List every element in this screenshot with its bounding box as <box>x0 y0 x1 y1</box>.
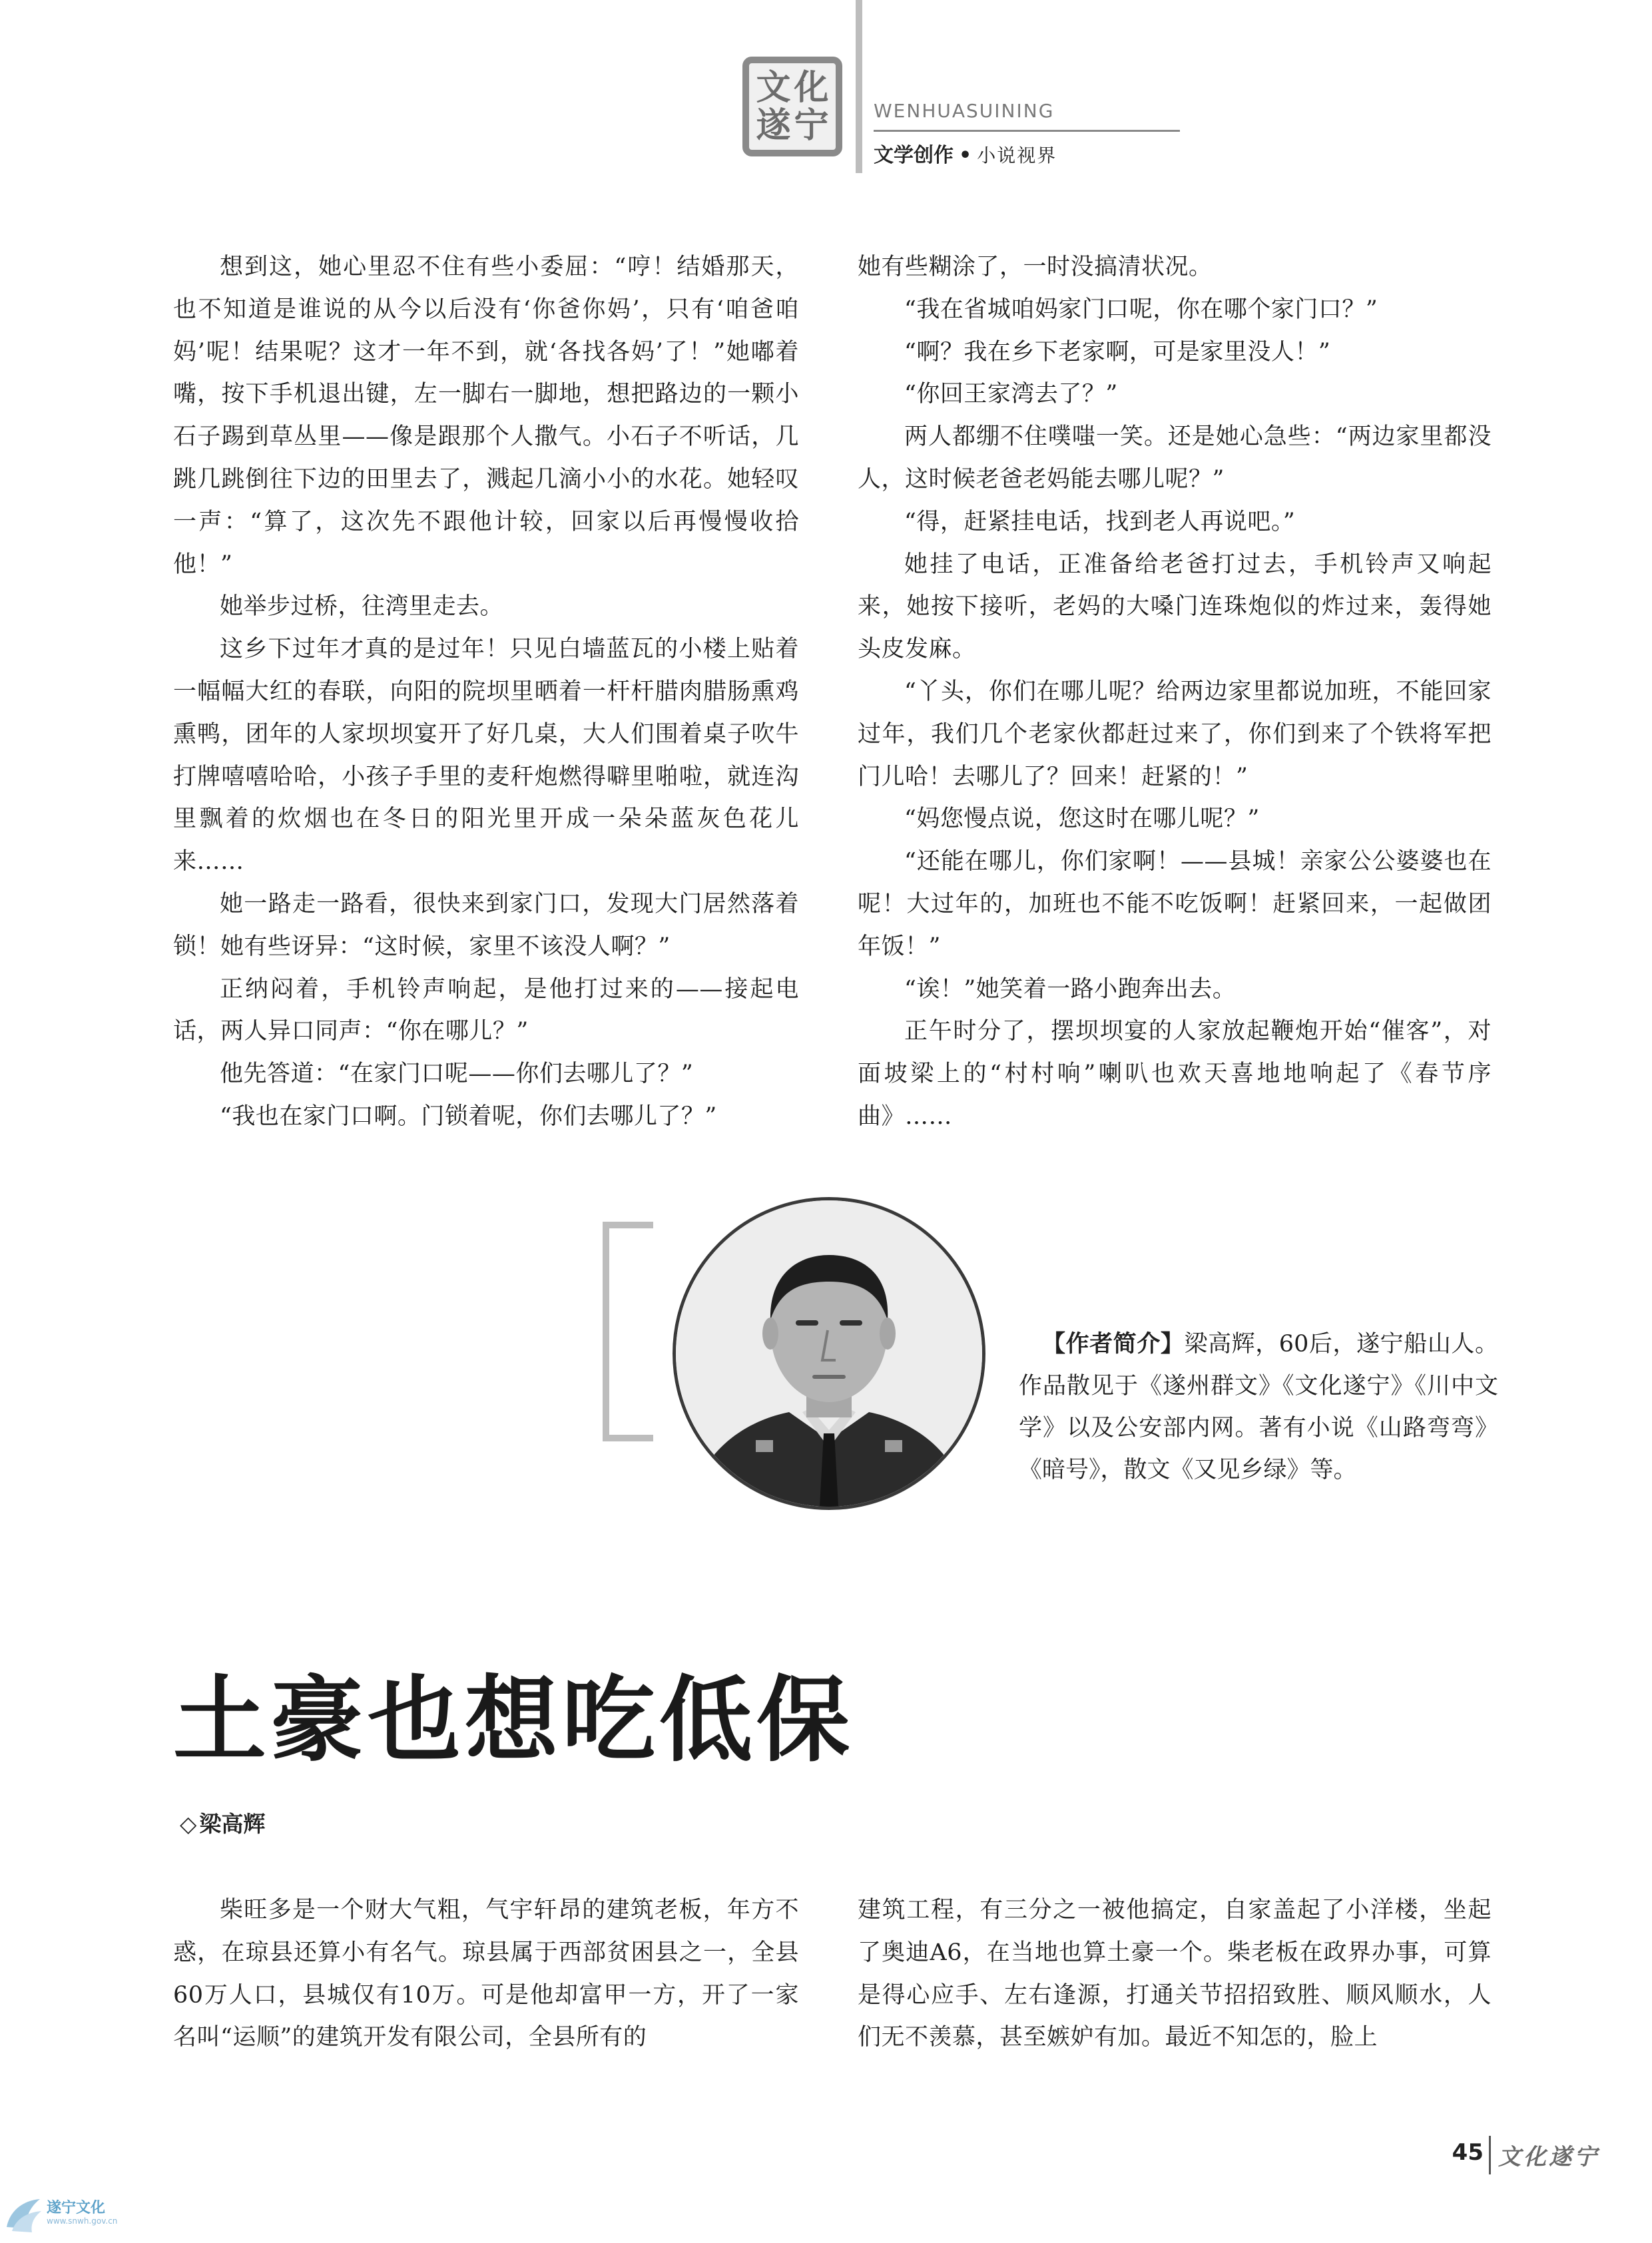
author-portrait-icon <box>676 1200 982 1507</box>
paragraph: 想到这，她心里忍不住有些小委屈：“哼！结婚那天，也不知道是谁说的从今以后没有‘你爸你妈’，只有‘咱爸咱妈’呢！结果呢？这才一年不到，就‘各找各妈’了！”她嘟着嘴，按下手机退出键，左一脚右一脚地，想把路边的一颗小石子踢到草丛里——像是跟那个人撒气。小石子不听话，几跳几跳倒往下边的田里去了，溅起几滴小小的水花。她轻叹一声：“算了，这次先不跟他计较，回家以后再慢慢收拾他！” <box>173 254 799 578</box>
author-bio <box>1019 1324 1498 1537</box>
paragraph: 她举步过桥，往湾里走去。 <box>220 593 504 621</box>
paragraph: 正纳闷着，手机铃声响起，是他打过来的——接起电话，两人异口同声：“你在哪儿？” <box>173 975 799 1045</box>
magazine-logo <box>742 57 842 156</box>
logo-char: 遂 <box>756 105 791 146</box>
paragraph: “我在省城咱妈家门口呢，你在哪个家门口？” <box>904 296 1378 323</box>
watermark-text: 遂宁文化 <box>47 2200 106 2216</box>
story2-left-column <box>173 1889 799 2109</box>
paragraph: 正午时分了，摆坝坝宴的人家放起鞭炮开始“催客”，对面坡梁上的“村村响”喇叭也欢天喜地地响起了《春节序曲》…… <box>858 1018 1492 1130</box>
paragraph: 她一路走一路看，很快来到家门口，发现大门居然落着锁！她有些讶异：“这时候，家里不该没人啊？” <box>173 890 799 960</box>
story1-right-column <box>858 246 1492 1152</box>
watermark-url: www.snwh.gov.cn <box>47 2216 118 2226</box>
footer-divider <box>1489 2136 1491 2174</box>
logo-char: 文 <box>756 67 791 108</box>
logo-char: 化 <box>794 67 829 108</box>
logo-char: 宁 <box>794 105 829 146</box>
paragraph: “还能在哪儿，你们家啊！——县城！亲家公公婆婆也在呢！大过年的，加班也不能不吃饭啊！赶紧回来，一起做团年饭！” <box>858 848 1492 960</box>
paragraph: 他先答道：“在家门口呢——你们去哪儿了？” <box>220 1061 694 1088</box>
section-name: 文学创作 <box>874 144 954 167</box>
watermark <box>0 2187 153 2240</box>
story2-right-column <box>858 1889 1492 2109</box>
paragraph: “妈您慢点说，您这时在哪儿呢？” <box>904 806 1260 833</box>
paragraph: “得，赶紧挂电话，找到老人再说吧。” <box>904 508 1296 535</box>
bio-label: 【作者简介】 <box>1042 1331 1185 1358</box>
paragraph: 两人都绷不住噗嗤一笑。还是她心急些：“两边家里都没人，这时候老爸老妈能去哪儿呢？” <box>858 423 1492 493</box>
footer-magazine-name: 文化遂宁 <box>1498 2144 1599 2170</box>
paragraph: “诶！”她笑着一路小跑奔出去。 <box>904 975 1237 1003</box>
story-title: 土豪也想吃低保 <box>173 1666 854 1775</box>
paragraph: “我也在家门口啊。门锁着呢，你们去哪儿了？” <box>220 1103 717 1130</box>
header-vertical-rule <box>856 0 862 173</box>
section-label <box>874 138 1340 172</box>
paragraph-continued: 建筑工程，有三分之一被他搞定，自家盖起了小洋楼，坐起了奥迪A6，在当地也算土豪一个。柴老板在政界办事，可算是得心应手、左右逢源，打通关节招招致胜、顺风顺水，人们无不羡慕，甚至嫉妒有加。最近不知怎的，脸上 <box>858 1897 1492 2051</box>
paragraph: 她挂了电话，正准备给老爸打过去，手机铃声又响起来，她按下接听，老妈的大嗓门连珠炮似的炸过来，轰得她头皮发麻。 <box>858 551 1492 663</box>
story1-left-column <box>173 246 799 1152</box>
decorative-bracket <box>603 1222 653 1441</box>
paragraph-continued: 她有些糊涂了，一时没搞清状况。 <box>858 254 1213 280</box>
section-separator: • <box>959 144 972 167</box>
story-author: 梁高辉 <box>199 1811 266 1837</box>
paragraph: 柴旺多是一个财大气粗，气宇轩昂的建筑老板，年方不惑，在琼县还算小有名气。琼县属于西部贫困县之一，全县60万人口，县城仅有10万。可是他却富甲一方，开了一家名叫“运顺”的建筑开发有限公司，全县所有的 <box>173 1897 799 2051</box>
header-underline <box>874 130 1180 132</box>
author-photo <box>673 1197 985 1510</box>
paragraph: “啊？我在乡下老家啊，可是家里没人！” <box>904 338 1331 366</box>
magazine-pinyin: WENHUASUINING <box>874 100 1055 122</box>
page-number: 45 <box>1452 2139 1484 2166</box>
subsection-name: 小说视界 <box>977 144 1057 166</box>
bio-text: 梁高辉，60后，遂宁船山人。作品散见于《遂州群文》《文化遂宁》《川中文学》以及公安部内网。著有小说《山路弯弯》《暗号》，散文《又见乡绿》等。 <box>1019 1331 1498 1483</box>
paragraph: “你回王家湾去了？” <box>904 381 1118 408</box>
wing-logo-icon <box>0 2187 47 2240</box>
paragraph: “丫头，你们在哪儿呢？给两边家里都说加班，不能回家过年，我们几个老家伙都赶过来了，你们到来了个铁将军把门儿哈！去哪儿了？回来！赶紧的！” <box>858 678 1492 790</box>
paragraph: 这乡下过年才真的是过年！只见白墙蓝瓦的小楼上贴着一幅幅大红的春联，向阳的院坝里晒着一杆杆腊肉腊肠熏鸡熏鸭，团年的人家坝坝宴开了好几桌，大人们围着桌子吹牛打牌嘻嘻哈哈，小孩子手里的麦秆炮燃得噼里啪啦，就连沟里飘着的炊烟也在冬日的阳光里开成一朵朵蓝灰色花儿来…… <box>173 636 799 875</box>
diamond-icon: ◇ <box>180 1811 197 1837</box>
story-byline <box>180 1804 579 1844</box>
